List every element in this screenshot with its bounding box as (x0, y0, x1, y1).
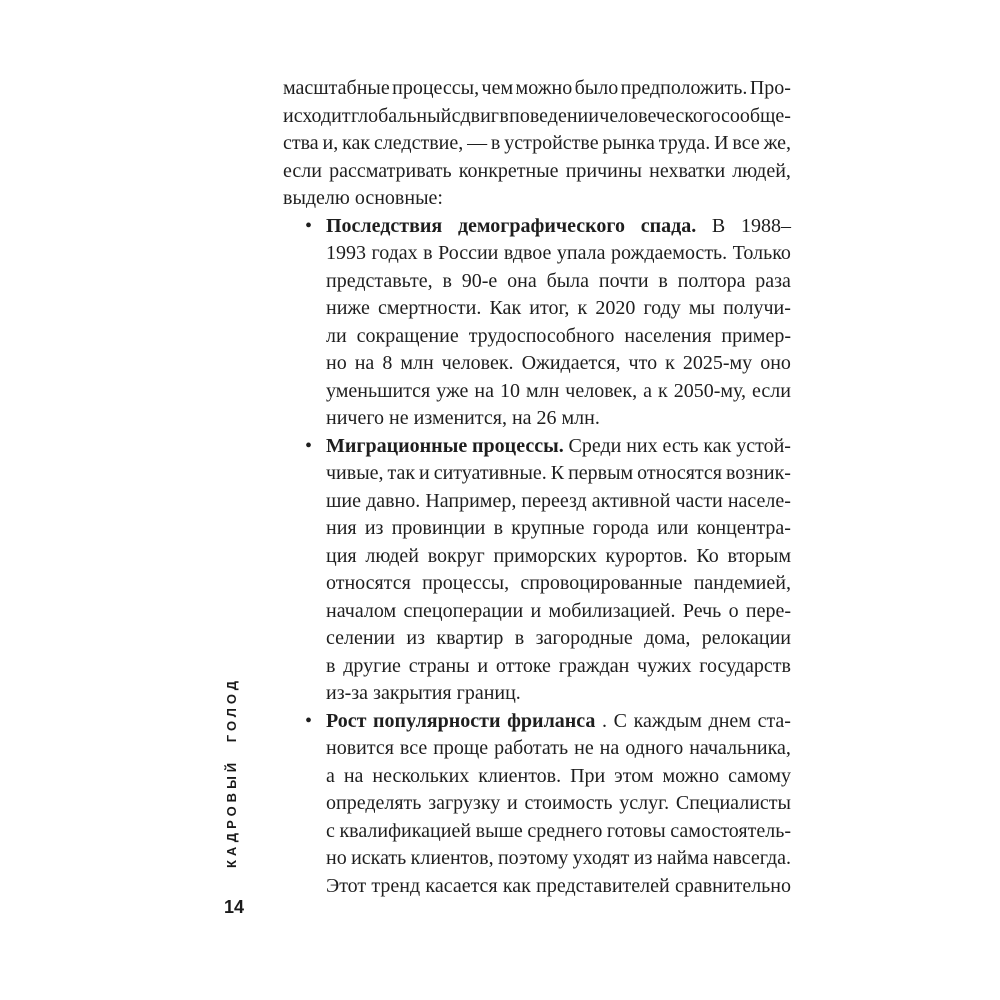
text-line: ниже смертности. Как итог, к 2020 году мы получи- (326, 297, 791, 319)
text-line: в другие страны и оттоке граждан чужих государств (326, 654, 791, 677)
text-line: началом спецоперации и мобилизацией. Речь о пере- (326, 599, 791, 622)
text-line: уменьшится уже на 10 млн человек, а к 2050-му, если (326, 379, 791, 402)
text-line: чивые, так и ситуативные. К первым относятся возник- (326, 462, 791, 484)
text-line: с квалификацией выше среднего готовы самостоятель- (326, 819, 791, 842)
bullet-marker-icon: • (305, 709, 313, 732)
text-line: ния из провинции в крупные города или концентра- (326, 517, 791, 539)
text-line: но искать клиентов, поэтому уходят из найма навсегда. (326, 847, 791, 869)
text-line: но на 8 млн человек. Ожидается, что к 2025-му оно (326, 352, 791, 374)
page-number: 14 (224, 897, 245, 917)
text-line: представьте, в 90-е она была почти в полтора раза (326, 269, 791, 292)
text-line: если рассматривать конкретные причины нехватки людей, (283, 159, 791, 182)
text-line: выделю основные: (283, 187, 443, 209)
text-line: селении из квартир в загородные дома, релокации (326, 627, 791, 649)
bullet-marker-icon: • (305, 434, 313, 457)
text-line: масштабные процессы, чем можно было предположить. Про- (283, 77, 791, 99)
text-line: определять загрузку и стоимость услуг. Специалисты (326, 792, 791, 814)
text-line: Этот тренд касается как представителей сравнительно (326, 874, 791, 897)
text-line: а на нескольких клиентов. При этом можно самому (326, 764, 791, 787)
text-line: • Рост популярности фриланса . С каждым днем ста- (283, 708, 791, 736)
text-line: ства и, как следствие, — в устройстве рынка труда. И все же, (283, 132, 791, 154)
text-line: из-за закрытия границ. (326, 682, 521, 704)
text-line: относятся процессы, спровоцированные пандемией, (326, 572, 791, 594)
text-line: ничего не изменится, на 26 млн. (326, 407, 600, 429)
text-line: 1993 годах в России вдвое упала рождаемость. Только (326, 242, 791, 264)
bullet-marker-icon: • (305, 214, 313, 237)
body-text (283, 75, 791, 900)
text-line: ция людей вокруг приморских курортов. Ко вторым (326, 544, 791, 567)
text-line: новится все проще работать не на одного начальника, (326, 737, 791, 759)
text-line: ли сокращение трудоспособного населения пример- (326, 324, 791, 347)
text-line: шие давно. Например, переезд активной части населе- (326, 489, 791, 512)
text-line: • Миграционные процессы. Среди них есть как устой- (283, 433, 791, 461)
text-line: исходит глобальный сдвиг в поведении человеческого сообще- (283, 104, 791, 127)
text-line: • Последствия демографического спада. В 1988– (283, 213, 791, 241)
side-title-vertical: КАДРОВЫЙ ГОЛОД (224, 676, 239, 868)
